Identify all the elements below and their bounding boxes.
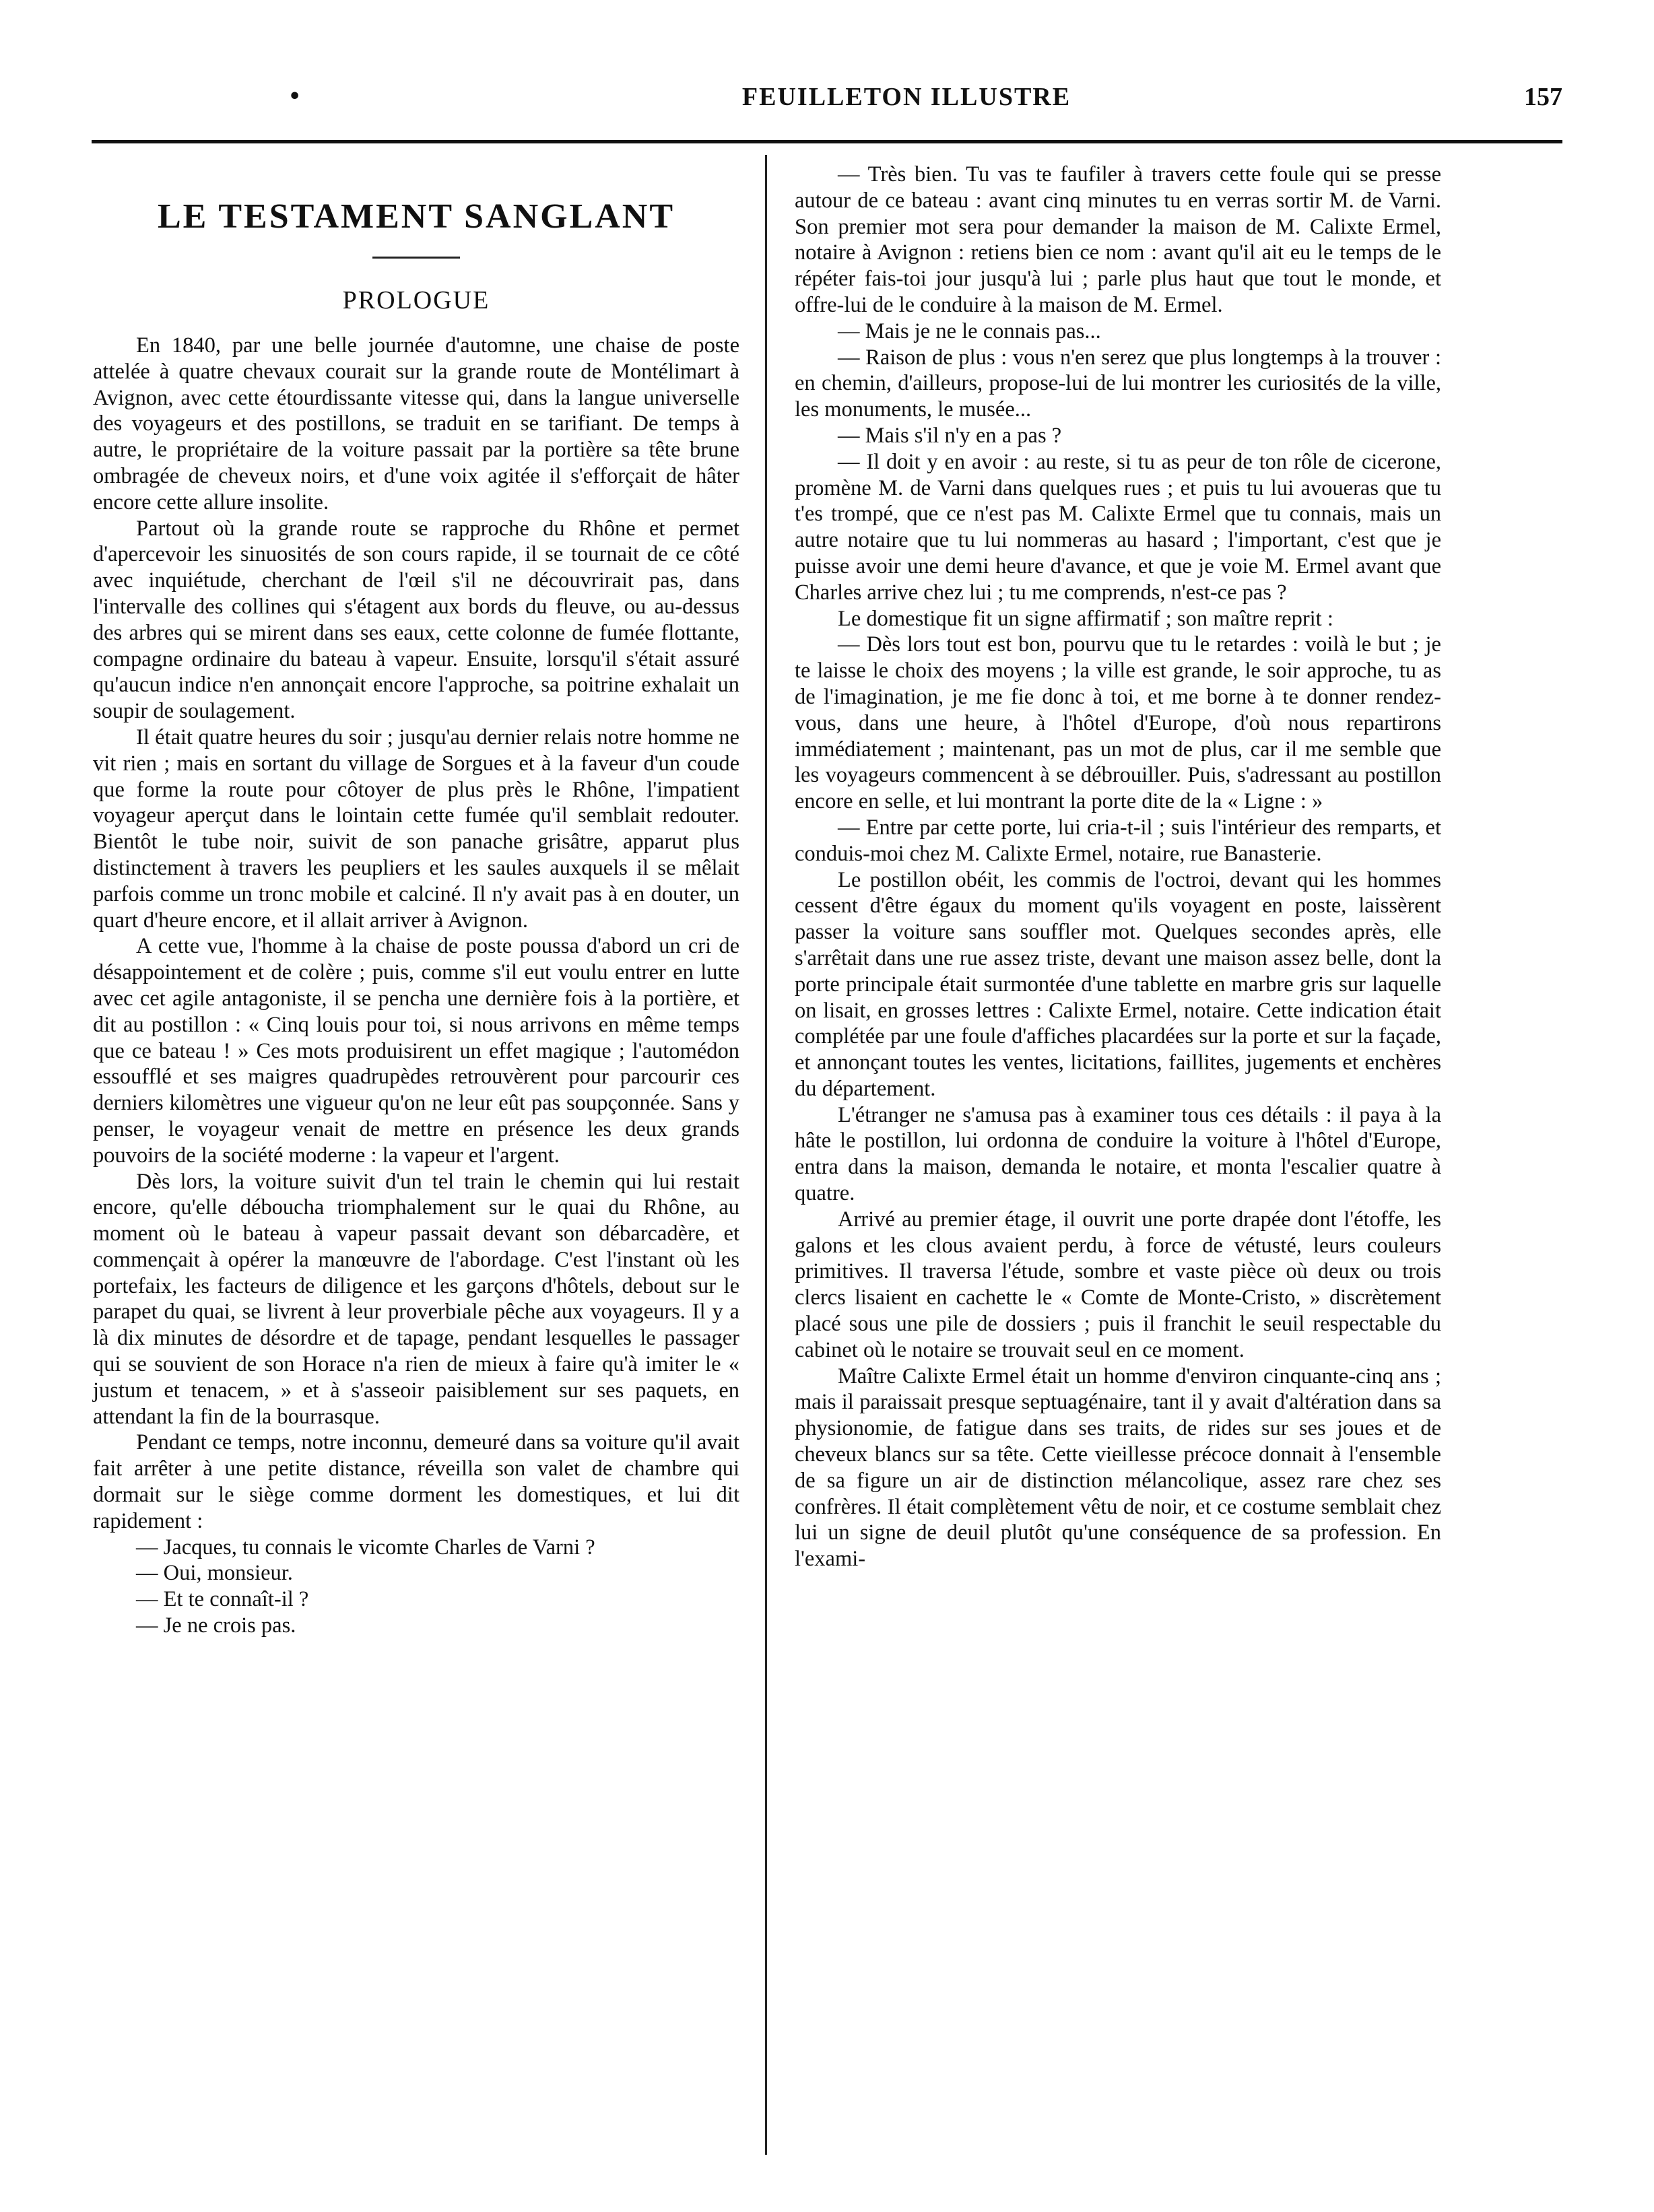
dialogue-line: — Très bien. Tu vas te faufiler à travers cette foule qui se presse autour de ce bateau : avant cinq minutes tu en verras sortir M. de Varni. Son premier mot sera pour demander la maison de M. Calixte Ermel, notaire à Avignon : retiens bien ce nom : avant qu'il ait eu le temps de le répéter fais-toi jour jusqu'à lui ; parle plus haut que tout le monde, et offre-lui de le conduire à la maison de M. Ermel.	[795, 162, 1441, 317]
page-number: 157	[1524, 83, 1562, 111]
title-rule	[372, 257, 460, 259]
dialogue-line: — Il doit y en avoir : au reste, si tu as peur de ton rôle de cicerone, promène M. de Varni dans quelques rues ; et puis tu lui avoueras que tu t'es trompé, que ce n'est pas M. Calixte Ermel que tu connais, mais un autre notaire que tu lui nommeras au hasard ; l'important, c'est que je puisse avoir une demi heure d'avance, et que je voie M. Ermel avant que Charles arrive chez lui ; tu me comprends, n'est-ce pas ?	[795, 449, 1441, 605]
column-divider	[765, 155, 767, 2155]
story-title: LE TESTAMENT SANGLANT	[157, 197, 675, 236]
paragraph: En 1840, par une belle journée d'automne, une chaise de poste attelée à quatre chevaux courait sur la grande route de Montélimart à Avignon, avec cette étourdissante vitesse qui, dans la langue universelle des voyageurs et des postillons, se traduit en se tarifiant. De temps à autre, le propriétaire de la voiture passait par la portière sa tête brune ombragée de cheveux noirs, et d'une voix agitée il s'efforçait de hâter encore cette allure insolite.	[93, 333, 739, 514]
paragraph: Arrivé au premier étage, il ouvrit une porte drapée dont l'étoffe, les galons et les clous avaient perdu, à force de vétusté, leurs couleurs primitives. Il traversa l'étude, sombre et vaste pièce où deux ou trois clercs lisaient en cachette le « Comte de Monte-Cristo, » discrètement placé sous une pile de dossiers ; puis il franchit le seuil respectable du cabinet où le notaire se trouvait seul en ce moment.	[795, 1207, 1441, 1362]
right-column	[795, 162, 1441, 1572]
left-column	[93, 162, 739, 1639]
running-title: FEUILLETON ILLUSTRE	[741, 83, 1071, 111]
dialogue-line: — Raison de plus : vous n'en serez que plus longtemps à la trouver : en chemin, d'ailleurs, propose-lui de lui montrer les curiosités de la ville, les monuments, le musée...	[795, 345, 1441, 422]
dialogue-line: — Oui, monsieur.	[136, 1561, 293, 1586]
page-header	[92, 79, 1562, 120]
dialogue-line: — Et te connaît-il ?	[136, 1587, 309, 1612]
paragraph: Partout où la grande route se rapproche du Rhône et permet d'apercevoir les sinuosités de son cours rapide, il se tournait de ce côté avec inquiétude, cherchant de l'œil s'il ne découvrirait pas, dans l'intervalle des collines qui s'étagent aux bords du fleuve, ou au-dessus des arbres qui se mirent dans ses eaux, cette colonne de fumée flottante, compagne ordinaire du bateau à vapeur. Ensuite, lorsqu'il s'était assuré qu'aucun indice n'en annonçait encore l'approche, sa poitrine exhalait un soupir de soulagement.	[93, 516, 739, 724]
dialogue-line: — Mais s'il n'y en a pas ?	[838, 423, 1062, 448]
paragraph: Pendant ce temps, notre inconnu, demeuré dans sa voiture qu'il avait fait arrêter à une petite distance, réveilla son valet de chambre qui dormait sur le siège comme dorment les domestiques, et lui dit rapidement :	[93, 1430, 739, 1533]
dialogue-line: — Jacques, tu connais le vicomte Charles de Varni ?	[136, 1535, 595, 1560]
paragraph: Le domestique fit un signe affirmatif ; son maître reprit :	[838, 606, 1333, 631]
paragraph: Il était quatre heures du soir ; jusqu'au dernier relais notre homme ne vit rien ; mais en sortant du village de Sorgues et à la faveur d'un coude que forme la route pour côtoyer de plus près le Rhône, l'impatient voyageur aperçut dans le lointain cette fumée qu'il semblait redouter. Bientôt le tube noir, suivit de son panache grisâtre, apparut plus distinctement à travers les peupliers et les saules auxquels il se mêlait parfois comme un tronc mobile et calciné. Il n'y avait pas à en douter, un quart d'heure encore, et il allait arriver à Avignon.	[93, 725, 739, 933]
paragraph: Maître Calixte Ermel était un homme d'environ cinquante-cinq ans ; mais il paraissait presque septuagénaire, tant il y avait d'altération dans sa physionomie, de fatigue dans ses traits, de rides sur ses joues et de cheveux blancs sur sa tête. Cette vieillesse précoce donnait à l'ensemble de sa figure un air de distinction mélancolique, assez rare chez ses confrères. Il était complètement vêtu de noir, et ce costume semblait chez lui un signe de deuil plutôt qu'une conséquence de sa profession. En l'exami-	[795, 1364, 1441, 1572]
dialogue-line: — Je ne crois pas.	[136, 1613, 296, 1638]
paragraph: Dès lors, la voiture suivit d'un tel train le chemin qui lui restait encore, qu'elle déboucha triomphalement sur le quai du Rhône, au moment où le bateau à vapeur passait devant son débarcadère, et commençait à opérer la manœuvre de l'abordage. C'est l'instant où les portefaix, les facteurs de diligence et les garçons d'hôtels, debout sur le parapet du quai, se livrent à leur proverbiale pêche aux voyageurs. Il y a là dix minutes de désordre et de tapage, pendant lesquelles le passager qui se souvient de son Horace n'a rien de mieux à faire qu'à imiter le « justum et tenacem, » et à s'asseoir paisiblement sur ses paquets, en attendant la fin de la bourrasque.	[93, 1169, 739, 1429]
paragraph: Le postillon obéit, les commis de l'octroi, devant qui les hommes cessent d'être égaux du moment qu'ils voyagent en poste, laissèrent passer la voiture sans souffler mot. Quelques secondes après, elle s'arrêtait dans une rue assez triste, devant une maison assez belle, dont la porte principale était surmontée d'une tablette en marbre gris sur laquelle on lisait, en grosses lettres : Calixte Ermel, notaire. Cette indication était complétée par une foule d'affiches placardées sur la porte et sur la façade, et annonçant toutes les ventes, licitations, faillites, jugements et enchères du département.	[795, 867, 1441, 1101]
dialogue-line: — Dès lors tout est bon, pourvu que tu le retardes : voilà le but ; je te laisse le choix des moyens ; la ville est grande, le soir approche, tu as de l'imagination, je me fie donc à toi, et me borne à te donner rendez-vous, dans une heure, à l'hôtel d'Europe, d'où nous repartirons immédiatement ; maintenant, pas un mot de plus, car il me semble que les voyageurs commencent à se débrouiller. Puis, s'adressant au postillon encore en selle, et lui montrant la porte dite de la « Ligne : »	[795, 632, 1441, 814]
paragraph: A cette vue, l'homme à la chaise de poste poussa d'abord un cri de désappointement et de colère ; puis, comme s'il eut voulu entrer en lutte avec cet agile antagoniste, il se pencha une dernière fois à la portière, et dit au postillon : « Cinq louis pour toi, si nous arrivons en même temps que ce bateau ! » Ces mots produisirent un effet magique ; l'automédon essoufflé et ses maigres quadrupèdes retrouvèrent pour parcourir ces derniers kilomètres une vigueur qu'on ne leur eût pas soupçonnée. Sans y penser, le voyageur venait de mettre en présence les deux grands pouvoirs de la société moderne : la vapeur et l'argent.	[93, 934, 739, 1168]
dialogue-line: — Mais je ne le connais pas...	[838, 319, 1101, 343]
section-heading: PROLOGUE	[342, 286, 490, 314]
paragraph: L'étranger ne s'amusa pas à examiner tous ces détails : il paya à la hâte le postillon, lui ordonna de conduire la voiture à l'hôtel d'Europe, entra dans la maison, demanda le notaire, et monta l'escalier quatre à quatre.	[795, 1102, 1441, 1206]
header-rule	[92, 140, 1562, 143]
dialogue-line: — Entre par cette porte, lui cria-t-il ; suis l'intérieur des remparts, et conduis-moi chez M. Calixte Ermel, notaire, rue Banasterie.	[795, 815, 1441, 866]
header-dot: •	[288, 85, 302, 108]
